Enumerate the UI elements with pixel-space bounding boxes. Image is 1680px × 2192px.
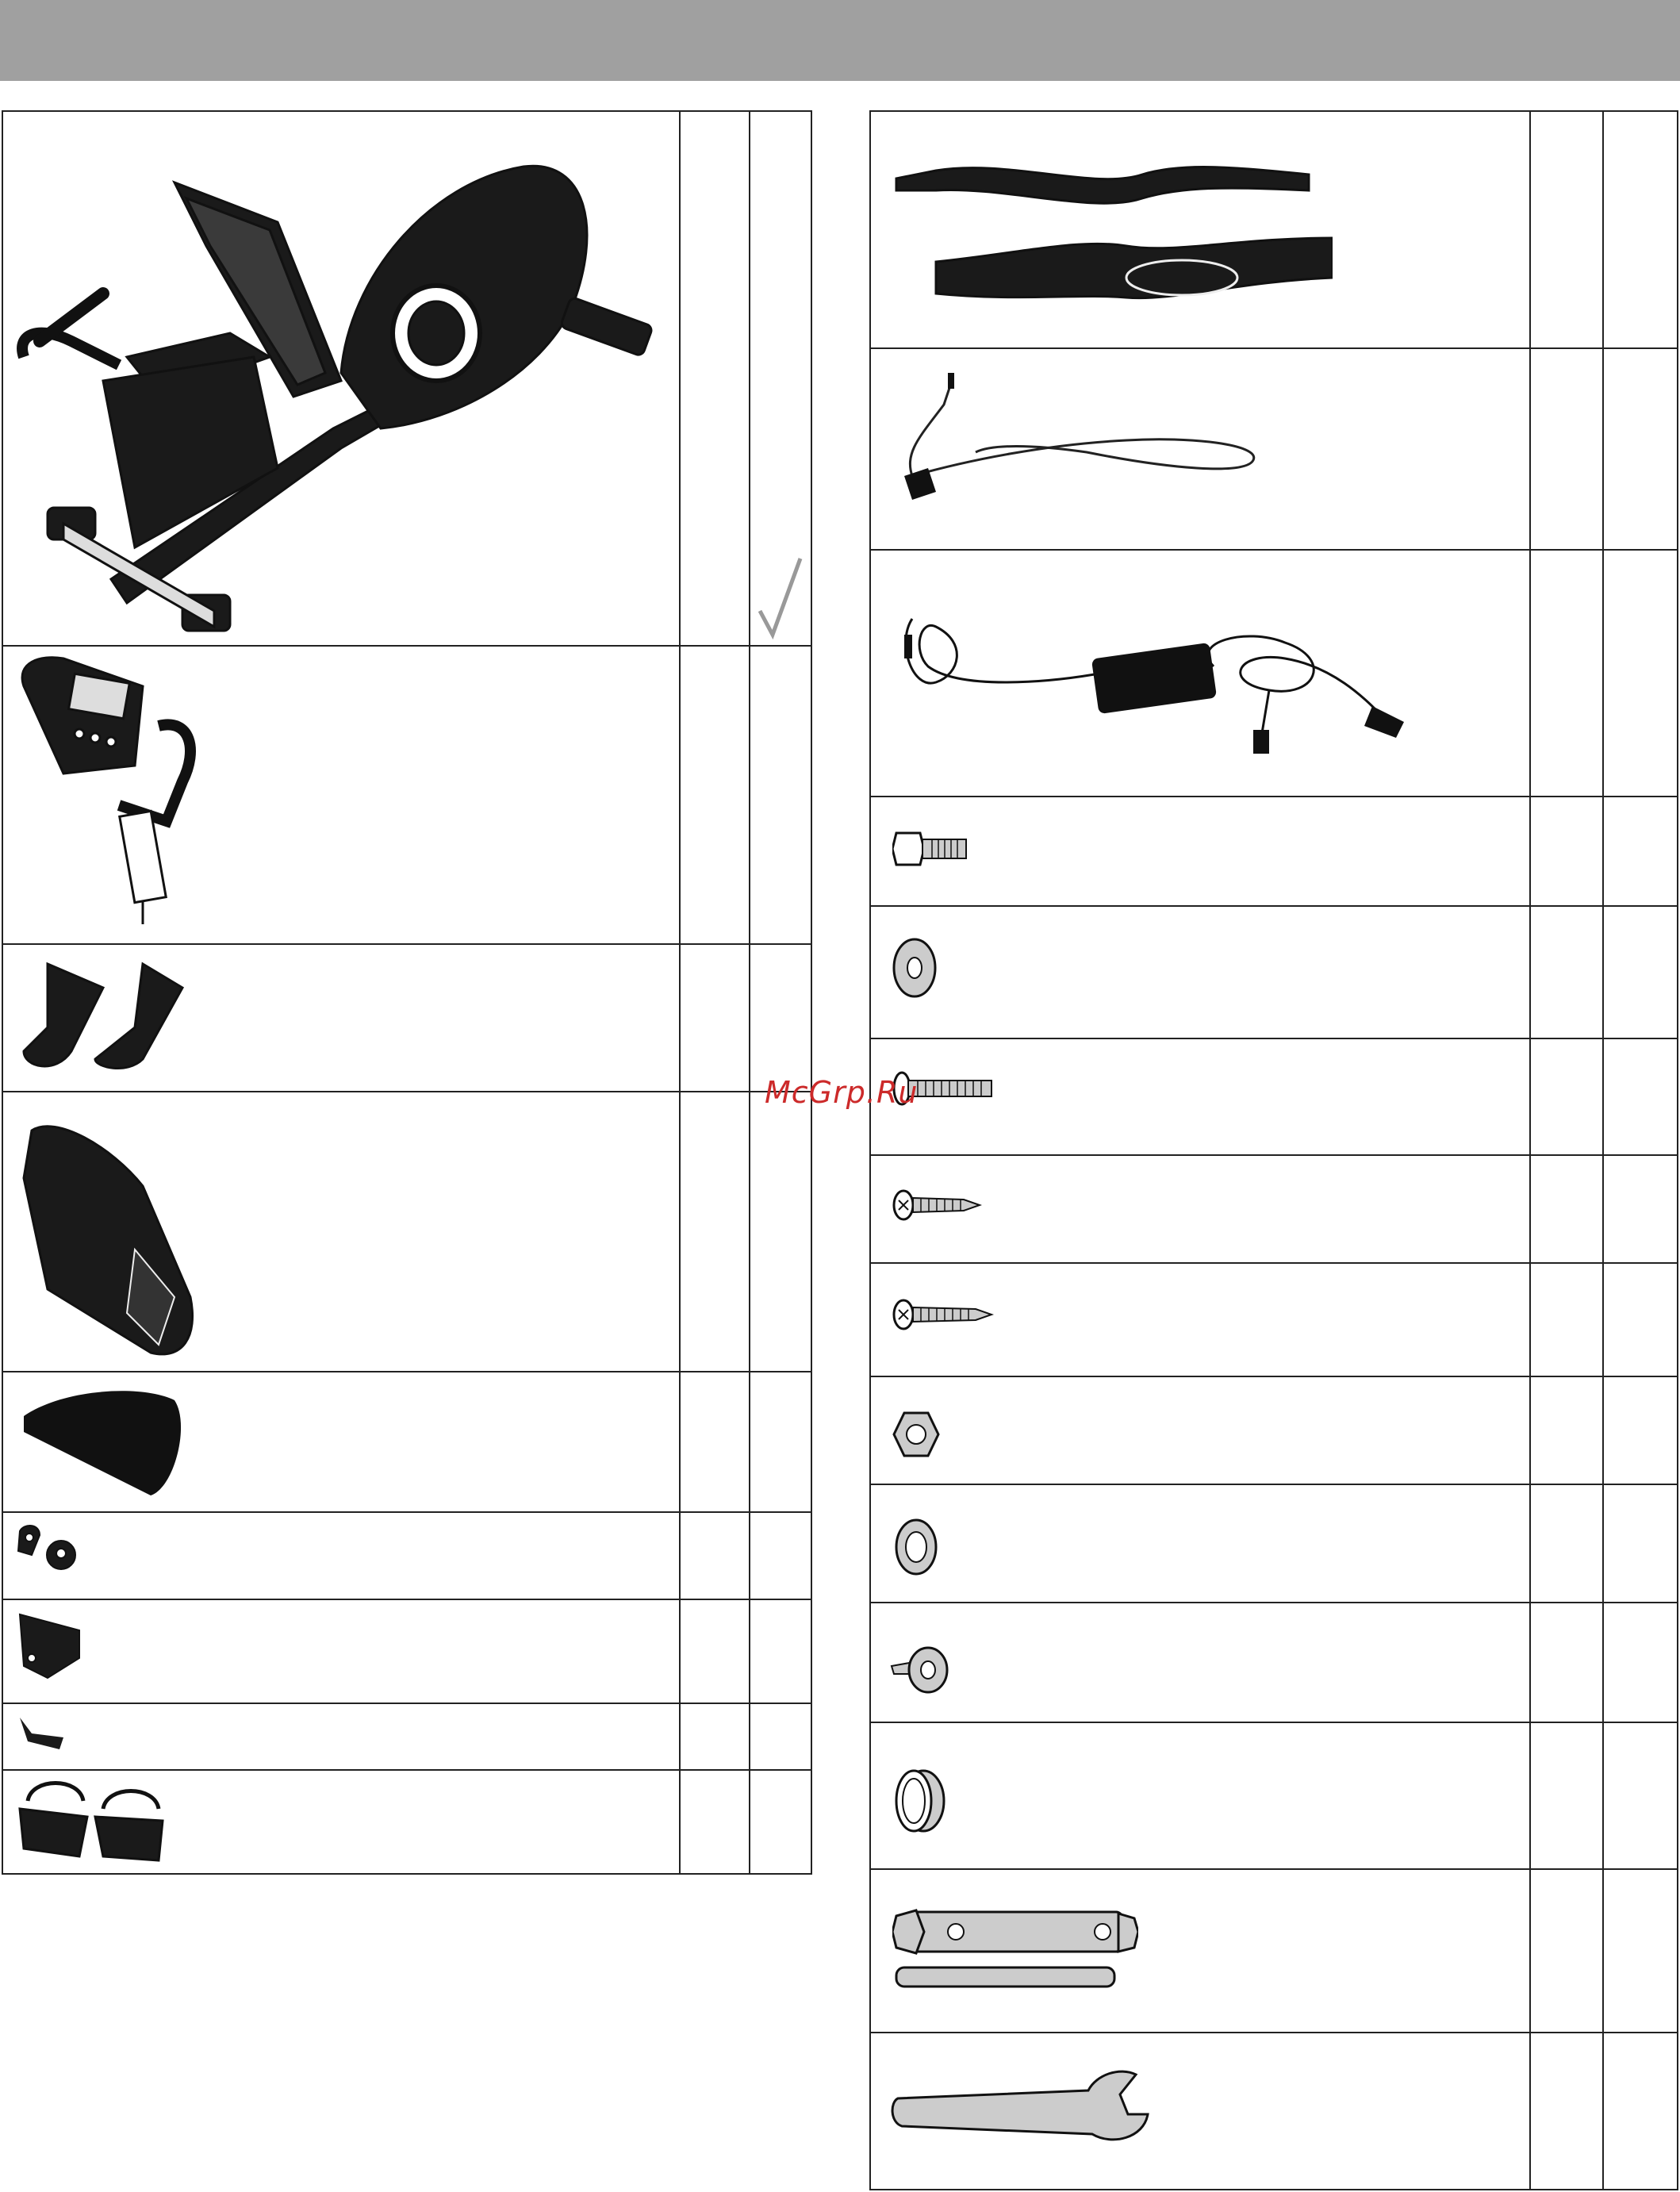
row-divider <box>3 1599 811 1600</box>
bushing-icon <box>892 1765 947 1837</box>
row-divider <box>3 1091 811 1092</box>
pedals-icon <box>16 1777 167 1864</box>
chest-strap-icon <box>888 143 1333 317</box>
row-divider <box>871 1262 1677 1264</box>
row-divider <box>3 1769 811 1771</box>
column-divider <box>1529 112 1531 2189</box>
row-divider <box>871 905 1677 907</box>
row-divider <box>3 1703 811 1704</box>
seat-cushion-icon <box>16 1384 182 1503</box>
spring-washer-icon <box>892 1515 940 1579</box>
row-divider <box>871 1154 1677 1156</box>
column-divider <box>749 112 750 1873</box>
row-divider <box>871 1722 1677 1723</box>
seat-bracket-icon <box>16 1610 87 1682</box>
row-divider <box>871 1484 1677 1485</box>
watermark-text: McGrp.Ru <box>765 1075 919 1110</box>
backrest-icon <box>16 1115 198 1361</box>
row-divider <box>871 1602 1677 1603</box>
short-screw-icon <box>892 1188 984 1223</box>
row-divider <box>871 549 1677 551</box>
side-covers-icon <box>16 956 190 1075</box>
column-divider <box>1602 112 1604 2189</box>
small-clip-icon <box>16 1714 71 1753</box>
column-divider <box>679 112 681 1873</box>
flat-washer-icon <box>891 936 938 1000</box>
row-divider <box>3 943 811 945</box>
small-caps-icon <box>12 1523 83 1579</box>
hex-nut-icon <box>892 1411 940 1458</box>
row-divider <box>3 645 811 647</box>
checkmark-icon <box>757 555 804 647</box>
row-divider <box>3 1511 811 1513</box>
row-divider <box>871 2032 1677 2033</box>
hex-bolt-icon <box>892 829 972 869</box>
power-adapter-icon <box>888 595 1444 777</box>
row-divider <box>871 1376 1677 1377</box>
long-screw-icon <box>892 1297 995 1333</box>
header-bar <box>0 0 1680 81</box>
console-handlebar-icon <box>16 655 198 932</box>
open-wrench-icon <box>890 2067 1152 2154</box>
row-divider <box>871 1038 1677 1039</box>
row-divider <box>871 347 1677 349</box>
row-divider <box>871 796 1677 797</box>
row-divider <box>871 1868 1677 1870</box>
box-spanner-icon <box>892 1904 1138 1999</box>
row-divider <box>3 1371 811 1372</box>
knob-washer-icon <box>890 1642 953 1698</box>
ear-clip-pulse-sensor-icon <box>888 365 1269 516</box>
recumbent-bike-frame-icon <box>16 135 666 643</box>
